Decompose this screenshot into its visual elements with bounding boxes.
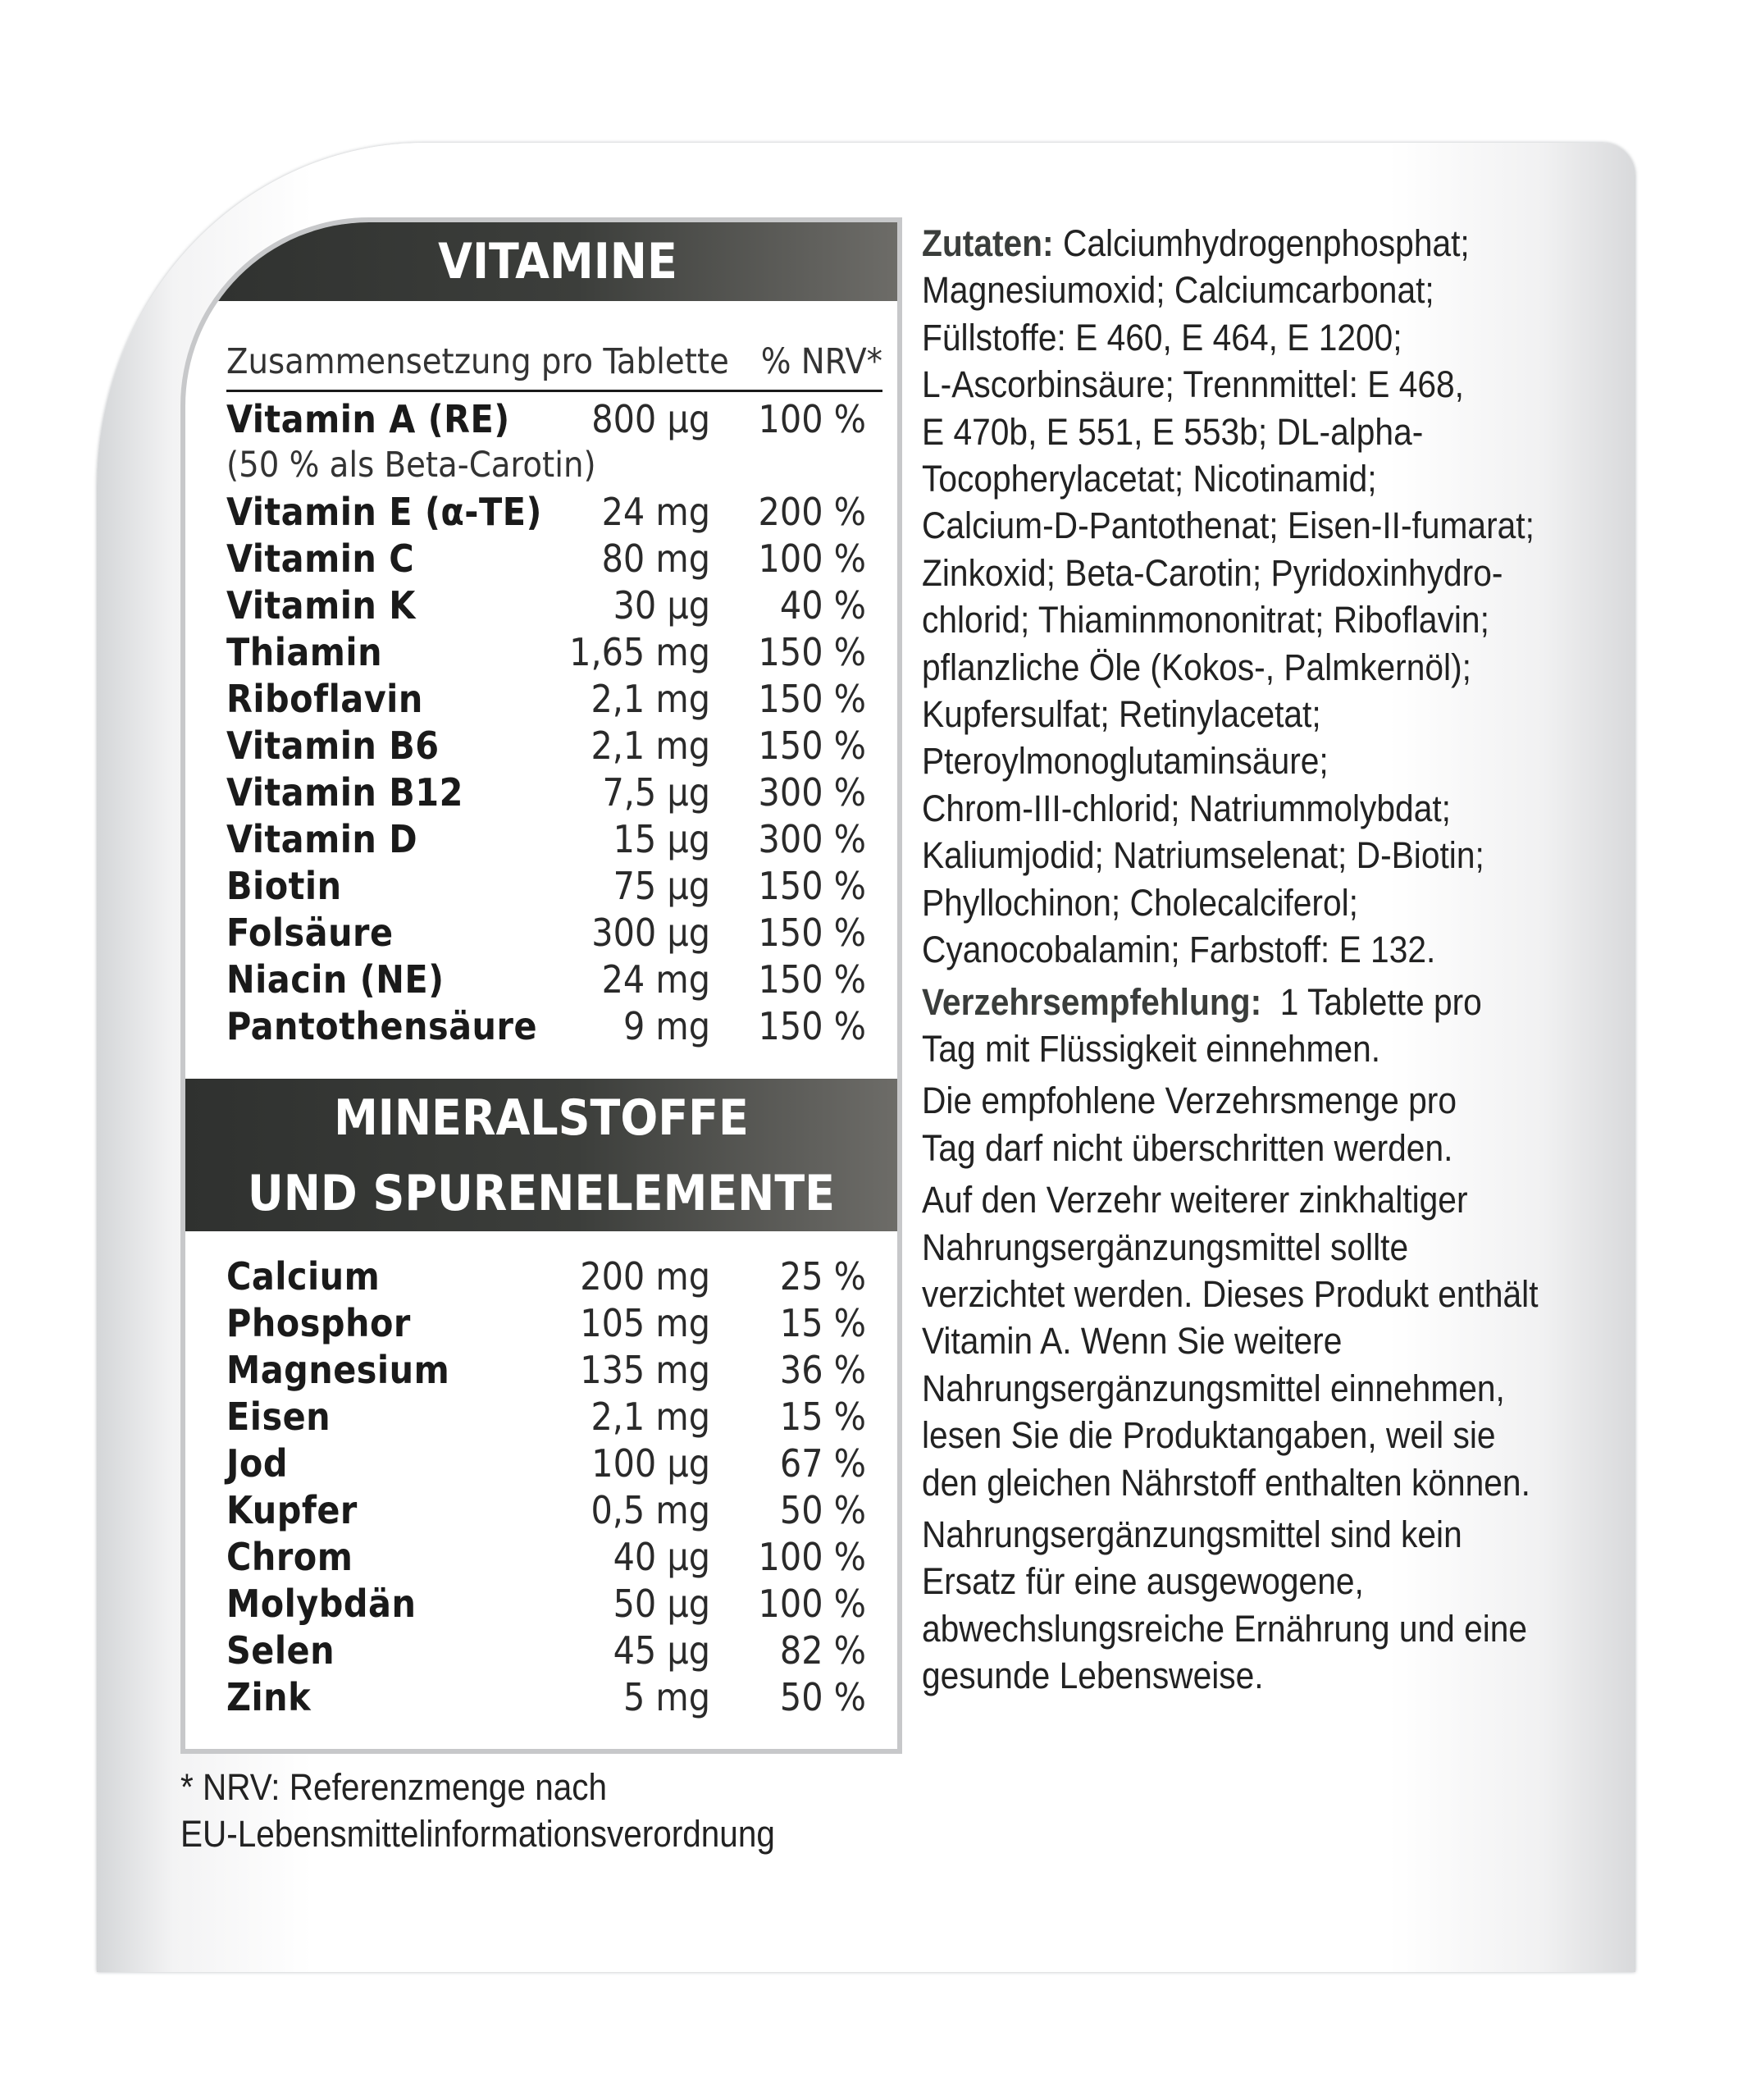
warning-line: verzichtet werden. Dieses Produkt enthält (922, 1272, 1539, 1315)
vitamins-heading: VITAMINE (185, 222, 897, 301)
warning-line: Auf den Verzehr weiterer zinkhaltiger (922, 1179, 1468, 1221)
nutrient-amount: 45 µg (613, 1628, 710, 1673)
nutrient-amount: 24 mg (601, 490, 710, 534)
nutrition-table-card (180, 217, 902, 1754)
nutrient-name: Niacin (NE) (226, 957, 445, 1002)
nutrient-nrv: 67 % (779, 1441, 866, 1486)
nutrient-name: Chrom (226, 1535, 353, 1579)
ingredients-label: Zutaten: (922, 222, 1054, 264)
nutrient-nrv: 82 % (779, 1628, 866, 1673)
nutrient-row (226, 489, 866, 536)
nutrient-amount: 200 mg (580, 1254, 710, 1299)
nutrient-nrv: 150 % (758, 864, 866, 908)
ingredients-line: chlorid; Thiaminmononitrat; Riboflavin; (922, 599, 1489, 641)
nutrient-amount: 7,5 µg (602, 770, 710, 815)
nutrient-amount: 15 µg (613, 817, 710, 861)
nutrient-name: Molybdän (226, 1582, 417, 1626)
nutrient-row (226, 1300, 866, 1347)
warning-paragraph (922, 1176, 1553, 1506)
recommendation-label: Verzehrsempfehlung: (922, 980, 1262, 1023)
nutrient-row (226, 1674, 866, 1721)
nutrient-row (226, 769, 866, 816)
recommendation-block (922, 979, 1553, 1073)
nutrient-amount: 2,1 mg (591, 1395, 710, 1439)
nutrient-name: Folsäure (226, 911, 394, 955)
nutrient-name: Magnesium (226, 1348, 450, 1392)
nutrient-row (226, 1581, 866, 1628)
nutrient-nrv: 150 % (758, 630, 866, 674)
nutrient-amount: 30 µg (613, 583, 710, 628)
nutrient-nrv: 36 % (779, 1348, 866, 1392)
nutrient-row (226, 536, 866, 582)
warning-line: Vitamin A. Wenn Sie weitere (922, 1320, 1343, 1363)
minerals-heading-line1: MINERALSTOFFE (334, 1089, 749, 1147)
warning-line: Nahrungsergänzungsmittel einnehmen, (922, 1367, 1505, 1409)
nutrient-name: Calcium (226, 1254, 381, 1299)
ingredients-line: Tocopherylacetat; Nicotinamid; (922, 458, 1377, 500)
nutrient-amount: 800 µg (591, 397, 710, 441)
nutrient-amount: 1,65 mg (569, 630, 710, 674)
ingredients-line: Phyllochinon; Cholecalciferol; (922, 881, 1358, 924)
recommendation-line: Tag mit Flüssigkeit einnehmen. (922, 1027, 1381, 1070)
warning-paragraph (922, 1077, 1553, 1171)
nutrient-nrv: 200 % (758, 490, 866, 534)
ingredients-line: Zinkoxid; Beta-Carotin; Pyridoxinhydro- (922, 551, 1503, 594)
ingredients-line: Magnesiumoxid; Calciumcarbonat; (922, 269, 1434, 312)
nutrient-nrv: 150 % (758, 677, 866, 721)
nutrient-nrv: 150 % (758, 724, 866, 768)
nutrient-name: Riboflavin (226, 677, 423, 721)
nutrient-nrv: 50 % (779, 1675, 866, 1719)
column-header (226, 341, 882, 392)
nutrient-amount: 75 µg (613, 864, 710, 908)
vitamin-a-note: (50 % als Beta-Carotin) (226, 445, 596, 486)
nutrient-nrv: 25 % (779, 1254, 866, 1299)
nutrient-amount: 50 µg (613, 1582, 710, 1626)
nutrient-nrv: 150 % (758, 957, 866, 1002)
nutrient-nrv: 100 % (758, 397, 866, 441)
warning-line: lesen Sie die Produktangaben, weil sie (922, 1414, 1496, 1457)
ingredients-line: L-Ascorbinsäure; Trennmittel: E 468, (922, 363, 1464, 406)
nutrient-row (226, 816, 866, 863)
footnote-line: EU-Lebensmittelinformationsverordnung (180, 1813, 775, 1855)
nutrient-row (226, 956, 866, 1003)
composition-header: Zusammensetzung pro Tablette (226, 341, 729, 382)
nutrient-nrv: 100 % (758, 1535, 866, 1579)
nutrient-amount: 0,5 mg (591, 1488, 710, 1532)
nutrient-name: Kupfer (226, 1488, 358, 1532)
nutrient-amount: 300 µg (591, 911, 710, 955)
nutrient-row (226, 863, 866, 910)
warning-line: abwechslungsreiche Ernährung und eine (922, 1607, 1528, 1650)
nrv-footnote (180, 1764, 845, 1857)
nutrient-nrv: 300 % (758, 770, 866, 815)
nutrient-amount: 24 mg (601, 957, 710, 1002)
nutrient-nrv: 15 % (779, 1301, 866, 1345)
nutrient-nrv: 150 % (758, 1004, 866, 1048)
warning-line: den gleichen Nährstoff enthalten können. (922, 1461, 1530, 1504)
nutrient-name: Vitamin D (226, 817, 418, 861)
nutrient-name: Phosphor (226, 1301, 411, 1345)
nutrient-row (226, 1253, 866, 1300)
footnote-line: * NRV: Referenzmenge nach (180, 1766, 608, 1808)
ingredients-line: Cyanocobalamin; Farbstoff: E 132. (922, 929, 1436, 971)
ingredients-line: Pteroylmonoglutaminsäure; (922, 740, 1329, 783)
warning-line: Die empfohlene Verzehrsmenge pro (922, 1080, 1457, 1122)
nutrient-row (226, 723, 866, 769)
nutrient-name: Selen (226, 1628, 335, 1673)
nutrient-row (226, 582, 866, 629)
nutrient-amount: 80 mg (601, 536, 710, 581)
product-info-column (922, 220, 1553, 1700)
nutrient-row (226, 676, 866, 723)
nutrient-name: Eisen (226, 1395, 331, 1439)
nutrient-amount: 105 mg (580, 1301, 710, 1345)
nutrient-name: Biotin (226, 864, 342, 908)
nutrient-name: Vitamin A (RE) (226, 397, 510, 441)
nutrient-name: Jod (226, 1441, 288, 1486)
ingredients-line: pflanzliche Öle (Kokos-, Palmkernöl); (922, 646, 1471, 688)
recommendation-line: 1 Tablette pro (1279, 980, 1482, 1023)
nutrient-row (226, 1628, 866, 1674)
nutrient-row (226, 396, 866, 443)
nutrient-row (226, 1347, 866, 1394)
warning-line: Tag darf nicht überschritten werden. (922, 1126, 1453, 1169)
nutrient-row (226, 910, 866, 956)
nutrient-row (226, 1440, 866, 1487)
nutrient-row (226, 1534, 866, 1581)
nutrient-amount: 40 µg (613, 1535, 710, 1579)
nutrient-nrv: 100 % (758, 536, 866, 581)
nrv-header: % NRV* (760, 341, 882, 382)
nutrient-row (226, 1487, 866, 1534)
nutrient-amount: 5 mg (622, 1675, 710, 1719)
nutrient-amount: 135 mg (580, 1348, 710, 1392)
nutrient-nrv: 100 % (758, 1582, 866, 1626)
minerals-heading-line2: UND SPURENELEMENTE (247, 1165, 836, 1222)
ingredients-line: Füllstoffe: E 460, E 464, E 1200; (922, 316, 1402, 358)
ingredients-line: E 470b, E 551, E 553b; DL-alpha- (922, 410, 1424, 453)
nutrient-nrv: 40 % (779, 583, 866, 628)
nutrient-name: Thiamin (226, 630, 383, 674)
nutrient-nrv: 50 % (779, 1488, 866, 1532)
nutrient-row (226, 1003, 866, 1050)
ingredients-line: Calciumhydrogenphosphat; (1062, 222, 1470, 264)
warning-line: Nahrungsergänzungsmittel sind kein (922, 1513, 1462, 1555)
nutrient-name: Zink (226, 1675, 312, 1719)
nutrient-name: Vitamin E (α-TE) (226, 490, 542, 534)
nutrient-amount: 2,1 mg (591, 724, 710, 768)
warning-paragraph (922, 1511, 1553, 1700)
nutrient-row (226, 629, 866, 676)
ingredients-line: Calcium-D-Pantothenat; Eisen-II-fumarat; (922, 504, 1535, 547)
nutrient-name: Vitamin B6 (226, 724, 440, 768)
nutrient-name: Vitamin C (226, 536, 415, 581)
ingredients-line: Kupfersulfat; Retinylacetat; (922, 693, 1321, 736)
minerals-heading (185, 1079, 897, 1231)
nutrient-nrv: 15 % (779, 1395, 866, 1439)
nutrient-amount: 100 µg (591, 1441, 710, 1486)
warning-line: gesunde Lebensweise. (922, 1655, 1264, 1697)
nutrient-row (226, 1394, 866, 1440)
warning-line: Nahrungsergänzungsmittel sollte (922, 1226, 1409, 1268)
warning-line: Ersatz für eine ausgewogene, (922, 1560, 1364, 1603)
ingredients-block (922, 220, 1553, 974)
nutrient-nrv: 300 % (758, 817, 866, 861)
nutrient-name: Vitamin K (226, 583, 416, 628)
nutrient-amount: 2,1 mg (591, 677, 710, 721)
ingredients-line: Chrom-III-chlorid; Natriummolybdat; (922, 787, 1451, 829)
ingredients-line: Kaliumjodid; Natriumselenat; D-Biotin; (922, 834, 1484, 877)
nutrient-name: Vitamin B12 (226, 770, 463, 815)
nutrient-amount: 9 mg (622, 1004, 710, 1048)
nutrient-name: Pantothensäure (226, 1004, 538, 1048)
nutrient-nrv: 150 % (758, 911, 866, 955)
